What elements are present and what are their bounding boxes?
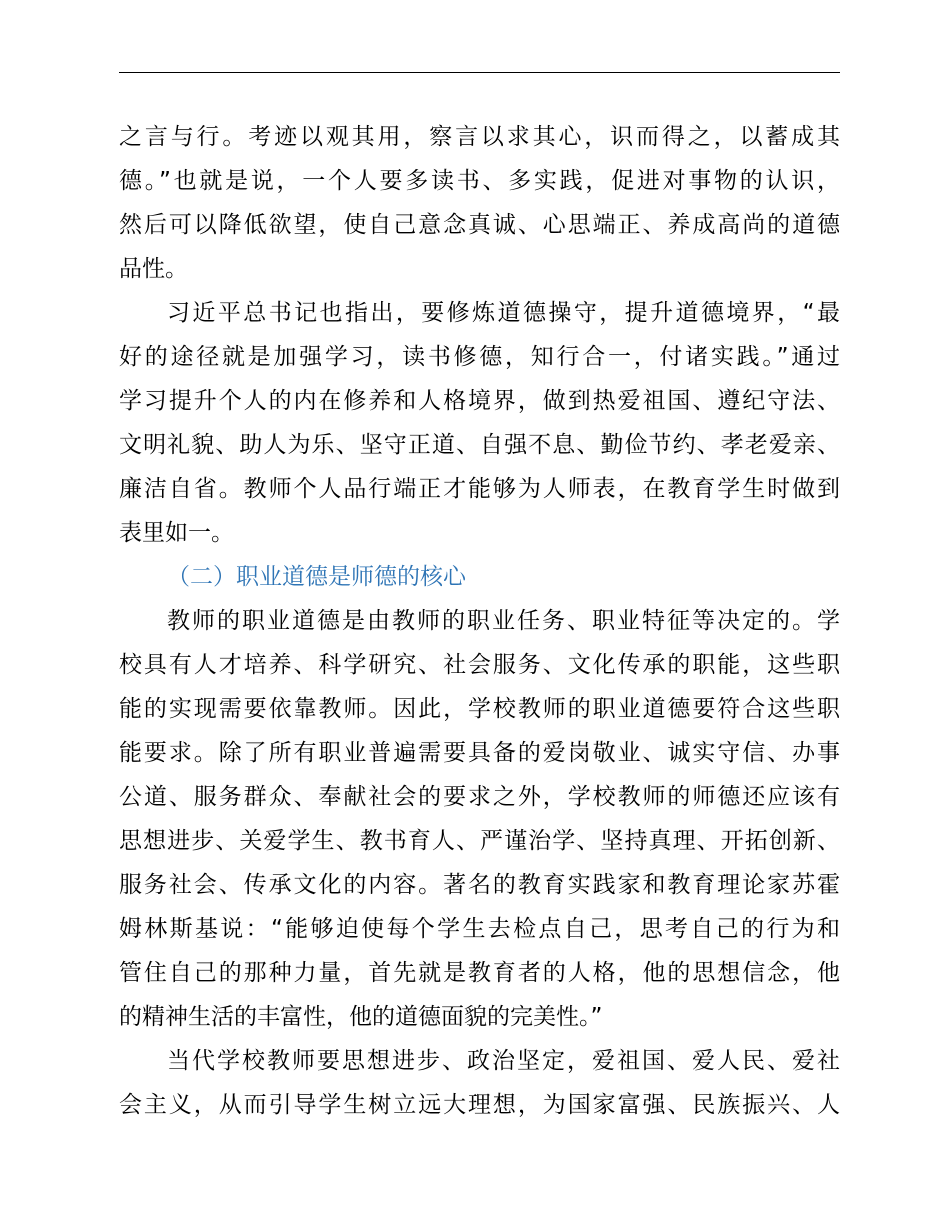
text-line: 廉洁自省。教师个人品行端正才能够为人师表，在教育学生时做到 xyxy=(119,476,840,502)
text-line: 教师的职业道德是由教师的职业任务、职业特征等决定的。学 xyxy=(167,608,840,634)
text-line: 好的途径就是加强学习，读书修德，知行合一，付诸实践。”通过 xyxy=(119,344,840,370)
text-line: 公道、服务群众、奉献社会的要求之外，学校教师的师德还应该有 xyxy=(119,784,840,810)
text-line: 能要求。除了所有职业普遍需要具备的爱岗敬业、诚实守信、办事 xyxy=(119,740,840,766)
text-line: 姆林斯基说：“能够迫使每个学生去检点自己，思考自己的行为和 xyxy=(119,916,840,942)
text-line: 服务社会、传承文化的内容。著名的教育实践家和教育理论家苏霍 xyxy=(119,872,840,898)
document-body xyxy=(119,115,840,1127)
text-line: 会主义，从而引导学生树立远大理想，为国家富强、民族振兴、人 xyxy=(119,1092,840,1118)
header-rule xyxy=(119,72,840,73)
text-line: 表里如一。 xyxy=(119,520,234,546)
text-line: 学习提升个人的内在修养和人格境界，做到热爱祖国、遵纪守法、 xyxy=(119,388,840,414)
text-line: 品性。 xyxy=(119,256,188,282)
text-line: 管住自己的那种力量，首先就是教育者的人格，他的思想信念，他 xyxy=(119,960,840,986)
text-line: 校具有人才培养、科学研究、社会服务、文化传承的职能，这些职 xyxy=(119,652,840,678)
text-line: 思想进步、关爱学生、教书育人、严谨治学、坚持真理、开拓创新、 xyxy=(119,828,840,854)
section-heading: （二）职业道德是师德的核心 xyxy=(167,564,466,590)
text-line: 能的实现需要依靠教师。因此，学校教师的职业道德要符合这些职 xyxy=(119,696,840,722)
text-line: 然后可以降低欲望，使自己意念真诚、心思端正、养成高尚的道德 xyxy=(119,212,840,238)
text-line: 的精神生活的丰富性，他的道德面貌的完美性。” xyxy=(119,1004,603,1030)
text-line: 德。”也就是说，一个人要多读书、多实践，促进对事物的认识， xyxy=(119,168,840,194)
text-line: 习近平总书记也指出，要修炼道德操守，提升道德境界，“最 xyxy=(167,300,840,326)
text-line: 当代学校教师要思想进步、政治坚定，爱祖国、爱人民、爱社 xyxy=(167,1048,840,1074)
text-line: 之言与行。考迹以观其用，察言以求其心，识而得之，以蓄成其 xyxy=(119,124,840,150)
text-line: 文明礼貌、助人为乐、坚守正道、自强不息、勤俭节约、孝老爱亲、 xyxy=(119,432,840,458)
